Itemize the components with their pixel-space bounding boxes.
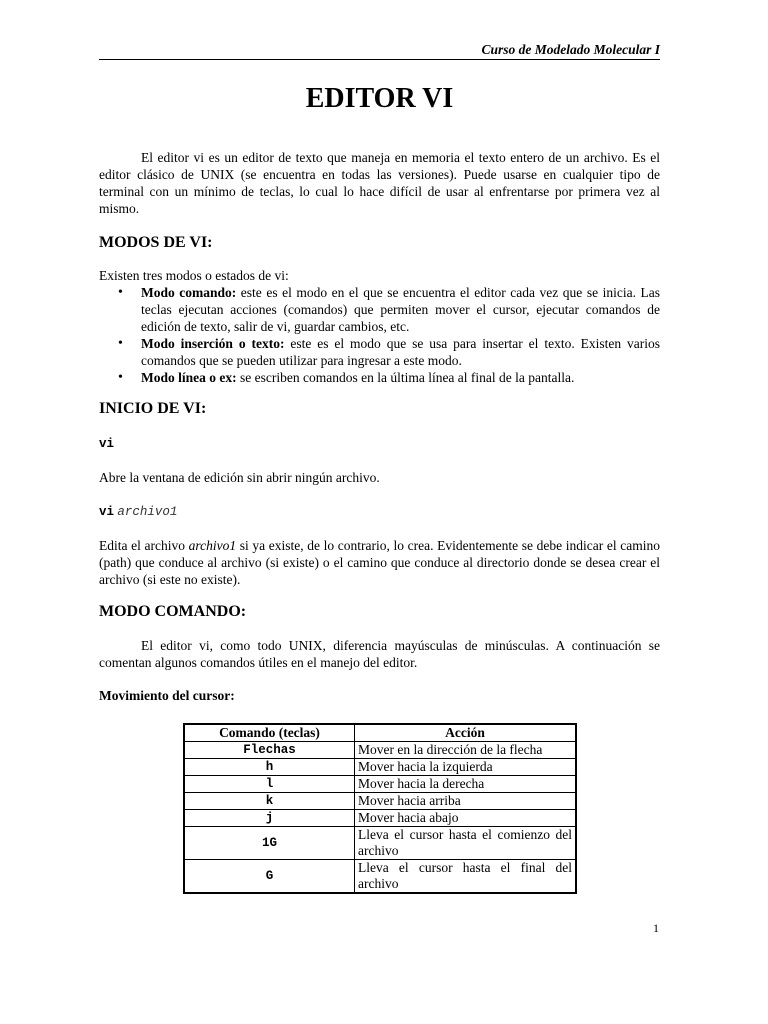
desc-text: Edita el archivo: [99, 538, 189, 553]
cursor-commands-table: [183, 723, 577, 894]
heading-inicio: INICIO DE VI:: [99, 400, 207, 417]
intro-paragraph: El editor vi es un editor de texto que maneja en memoria el texto entero de un archivo. Es el editor clásico de UNIX (se encuentra en todas las versiones). Puede usarse en cualquier tipo de terminal con un mínimo de teclas, lo cual lo hace difícil de usar al enfrentarse por primera vez al mismo.: [99, 150, 660, 216]
table-row: [184, 776, 576, 793]
table-row: [184, 827, 576, 860]
heading-modo-comando: MODO COMANDO:: [99, 603, 247, 620]
command-cell: 1G: [184, 827, 355, 860]
list-item-term: Modo inserción o texto:: [141, 336, 285, 351]
command-code: vi: [99, 505, 115, 519]
table-header-row: [184, 724, 576, 742]
column-header: Comando (teclas): [184, 724, 355, 742]
command-cell: k: [184, 793, 355, 810]
table-row: [184, 793, 576, 810]
page-title: EDITOR VI: [305, 83, 454, 114]
list-item-text: se escriben comandos en la última línea al final de la pantalla.: [236, 370, 575, 385]
action-cell: Lleva el cursor hasta el final del archivo: [355, 860, 577, 894]
running-header: Curso de Modelado Molecular I: [481, 42, 660, 57]
action-cell: Mover hacia la derecha: [355, 776, 577, 793]
column-header: Acción: [355, 724, 577, 742]
table-row: [184, 810, 576, 827]
command-argument: archivo1: [117, 505, 178, 519]
command-cell: j: [184, 810, 355, 827]
page-content: [99, 82, 660, 894]
table-row: [184, 759, 576, 776]
list-item: [141, 284, 660, 335]
table-row: [184, 860, 576, 894]
inicio-desc2: [99, 537, 660, 588]
heading-modos: MODOS DE VI:: [99, 234, 213, 251]
list-item-term: Modo línea o ex:: [141, 370, 237, 385]
command-cell: h: [184, 759, 355, 776]
inicio-cmd1: [99, 434, 660, 453]
action-cell: Mover hacia arriba: [355, 793, 577, 810]
inicio-cmd2: [99, 502, 660, 521]
list-item: [141, 369, 660, 386]
header-rule: [99, 59, 660, 60]
command-cell: Flechas: [184, 742, 355, 759]
command-cell: G: [184, 860, 355, 894]
inicio-desc1: Abre la ventana de edición sin abrir ningún archivo.: [99, 470, 380, 485]
table-row: [184, 742, 576, 759]
command-code: vi: [99, 437, 115, 451]
desc-text: si ya existe, de lo contrario, lo crea. Evidentemente se debe indicar el camino (path) que conduce al archivo (si existe) o el camino que conduce al directorio donde se desea crear el archivo (si este no existe).: [99, 538, 660, 587]
modo-comando-paragraph: El editor vi, como todo UNIX, diferencia mayúsculas de minúsculas. A continuación se comentan algunos comandos útiles en el manejo del editor.: [99, 638, 660, 670]
modos-lead: Existen tres modos o estados de vi:: [99, 268, 289, 283]
action-cell: Lleva el cursor hasta el comienzo del archivo: [355, 827, 577, 860]
desc-argument: archivo1: [188, 538, 237, 553]
action-cell: Mover en la dirección de la flecha: [355, 742, 577, 759]
action-cell: Mover hacia abajo: [355, 810, 577, 827]
list-item-text: este es el modo que se usa para insertar el texto. Existen varios comandos que se pueden utilizar para ingresar a este modo.: [141, 336, 660, 368]
subheading-movimiento: Movimiento del cursor:: [99, 688, 235, 703]
list-item: [141, 335, 660, 369]
list-item-term: Modo comando:: [141, 285, 237, 300]
page-number: 1: [653, 921, 659, 935]
command-cell: l: [184, 776, 355, 793]
list-item-text: este es el modo en el que se encuentra el editor cada vez que se inicia. Las teclas ejecutan acciones (comandos) que permiten mover el cursor, ejecutar comandos de edición de texto, salir de vi, guardar cambios, etc.: [141, 285, 660, 334]
action-cell: Mover hacia la izquierda: [355, 759, 577, 776]
modos-list: [99, 284, 660, 386]
